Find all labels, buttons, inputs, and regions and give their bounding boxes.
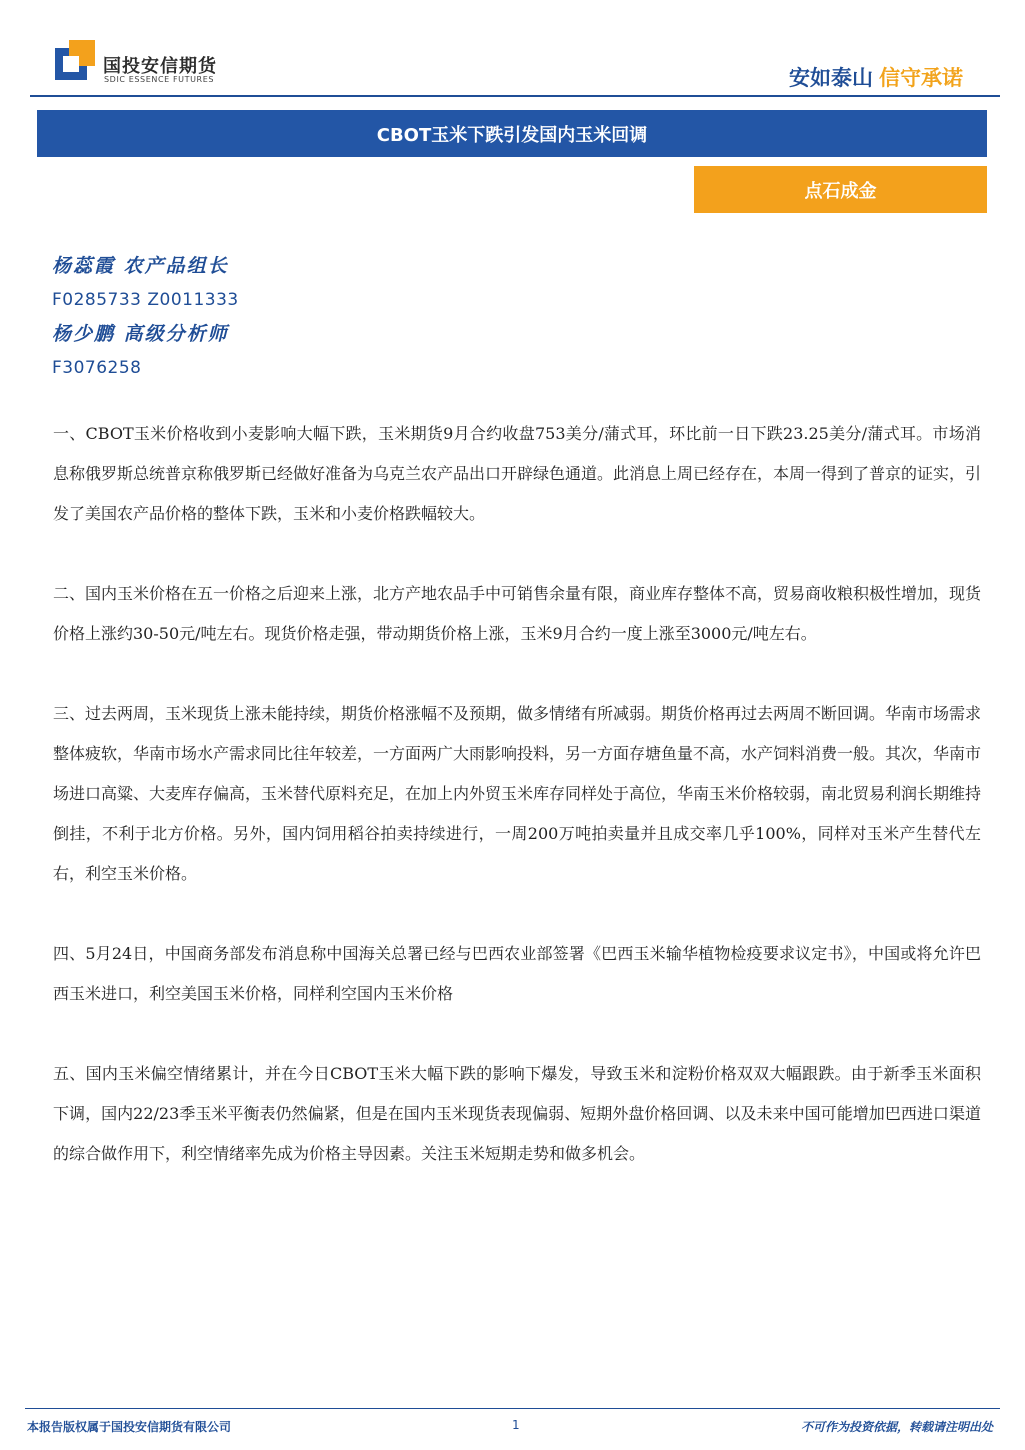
page-number: 1 <box>512 1418 520 1432</box>
paragraph-4: 四、5月24日，中国商务部发布消息称中国海关总署已经与巴西农业部签署《巴西玉米输华植物检疫要求议定书》，中国或将允许巴西玉米进口，利空美国玉米价格，同样利空国内玉米价格 <box>53 944 981 1003</box>
paragraph-1: 一、CBOT玉米价格收到小麦影响大幅下跌，玉米期货9月合约收盘753美分/蒲式耳，环比前一日下跌23.25美分/蒲式耳。市场消息称俄罗斯总统普京称俄罗斯已经做好准备为乌克兰农产品出口开辟绿色通道。此消息上周已经存在，本周一得到了普京的证实，引发了美国农产品价格的整体下跌，玉米和小麦价格跌幅较大。 <box>53 424 982 523</box>
page-header <box>0 0 1025 100</box>
footer-copyright: 本报告版权属于国投安信期货有限公司 <box>27 1420 232 1434</box>
author-1-certs: F0285733 Z0011333 <box>52 290 239 310</box>
author-block <box>52 252 239 388</box>
slogan-part-2: 信守承诺 <box>879 66 963 90</box>
report-tag: 点石成金 <box>694 166 987 213</box>
footer-divider <box>25 1408 1000 1409</box>
logo-name-en: SDIC ESSENCE FUTURES <box>104 75 215 84</box>
header-divider <box>30 95 1000 97</box>
logo-name-cn: 国投安信期货 <box>103 56 217 77</box>
slogan-part-1: 安如泰山 <box>789 66 873 90</box>
paragraph-3: 三、过去两周，玉米现货上涨未能持续，期货价格涨幅不及预期，做多情绪有所减弱。期货价格再过去两周不断回调。华南市场需求整体疲软，华南市场水产需求同比往年较差，一方面两广大雨影响投料，另一方面存塘鱼量不高，水产饲料消费一般。其次，华南市场进口高粱、大麦库存偏高，玉米替代原料充足，在加上内外贸玉米库存同样处于高位，华南玉米价格较弱，南北贸易利润长期维持倒挂，不利于北方价格。另外，国内饲用稻谷拍卖持续进行，一周200万吨拍卖量并且成交率几乎100%，同样对玉米产生替代左右，利空玉米价格。 <box>53 704 982 883</box>
footer-disclaimer: 不可作为投资依据，转载请注明出处 <box>800 1420 993 1434</box>
company-logo-icon <box>55 40 95 80</box>
paragraph-5: 五、国内玉米偏空情绪累计，并在今日CBOT玉米大幅下跌的影响下爆发，导致玉米和淀粉价格双双大幅跟跌。由于新季玉米面积下调，国内22/23季玉米平衡表仍然偏紧，但是在国内玉米现货表现偏弱、短期外盘价格回调、以及未来中国可能增加巴西进口渠道的综合做作用下，利空情绪率先成为价格主导因素。关注玉米短期走势和做多机会。 <box>53 1064 981 1163</box>
page-footer <box>0 1408 1025 1448</box>
author-1-name: 杨蕊霞 农产品组长 <box>52 255 229 277</box>
author-2-name: 杨少鹏 高级分析师 <box>52 323 229 345</box>
author-2-certs: F3076258 <box>52 358 142 378</box>
slogan <box>789 62 963 92</box>
paragraph-2: 二、国内玉米价格在五一价格之后迎来上涨，北方产地农品手中可销售余量有限，商业库存整体不高，贸易商收粮积极性增加，现货价格上涨约30-50元/吨左右。现货价格走强，带动期货价格上涨，玉米9月合约一度上涨至3000元/吨左右。 <box>53 584 982 643</box>
report-title: CBOT玉米下跌引发国内玉米回调 <box>37 110 987 157</box>
report-body <box>53 414 981 1214</box>
